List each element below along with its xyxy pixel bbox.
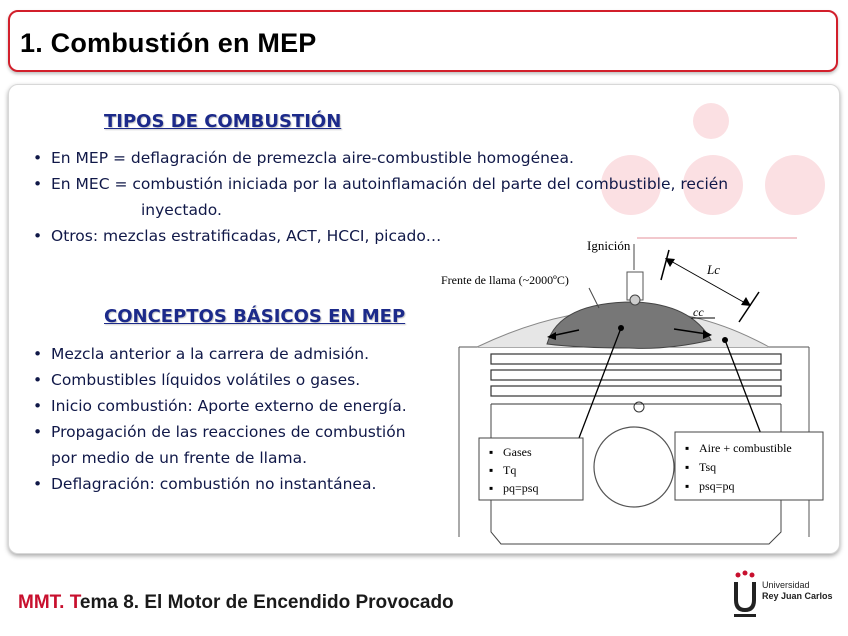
urjc-emblem-icon — [732, 570, 758, 620]
left-box-gases: Gases — [503, 445, 532, 459]
heading-tipos-combustion: TIPOS DE COMBUSTIÓN — [104, 111, 342, 132]
footer-course-title — [18, 592, 454, 614]
list-item: • En MEP = deflagración de premezcla aire-combustible homogénea. — [31, 145, 831, 171]
list-item: • Mezcla anterior a la carrera de admisión. — [31, 341, 451, 367]
right-box-psq: psq=pq — [699, 479, 735, 493]
lc-label: Lc — [707, 262, 720, 277]
slide-title: 1. Combustión en MEP — [20, 28, 317, 58]
list-item: • En MEC = combustión iniciada por la autoinflamación del parte del combustible, recién inyectado. — [31, 171, 831, 223]
decor-circle-small — [693, 103, 729, 139]
svg-text:▪: ▪ — [685, 441, 690, 455]
logo-line-1: Universidad — [762, 580, 810, 590]
list-item: • Inicio combustión: Aporte externo de energía. — [31, 393, 451, 419]
combustion-chamber-diagram — [429, 232, 829, 550]
list-item: • Deflagración: combustión no instantánea. — [31, 471, 451, 497]
left-box-bullet: ▪ — [489, 445, 494, 459]
svg-text:▪: ▪ — [685, 460, 690, 474]
list-item: • Propagación de las reacciones de combustión por medio de un frente de llama. — [31, 419, 451, 471]
svg-text:▪: ▪ — [685, 479, 690, 493]
right-box-air-fuel: Aire + combustible — [699, 441, 792, 455]
list-item: • Combustibles líquidos volátiles o gases. — [31, 367, 451, 393]
svg-text:▪: ▪ — [489, 481, 494, 495]
right-box-tsq: Tsq — [699, 460, 717, 474]
ignition-label: Ignición — [587, 238, 631, 253]
conceptos-list — [31, 341, 451, 497]
title-box — [8, 10, 838, 72]
list-item: • Otros: mezclas estratificadas, ACT, HCCI, picado… — [31, 223, 831, 249]
left-box-pq: pq=psq — [503, 481, 539, 495]
urjc-logo — [732, 570, 842, 626]
left-box-tq: Tq — [503, 463, 517, 477]
footer-prefix: MMT. T — [18, 592, 80, 613]
logo-line-2: Rey Juan Carlos — [762, 591, 833, 601]
footer-rest: ema 8. El Motor de Encendido Provocado — [79, 592, 454, 613]
flame-front-label: Frente de llama (~2000ºC) — [441, 273, 569, 287]
list-item-continuation: inyectado. — [141, 201, 222, 219]
heading-conceptos-basicos: CONCEPTOS BÁSICOS EN MEP — [104, 306, 406, 327]
svg-text:▪: ▪ — [489, 463, 494, 477]
content-panel — [8, 84, 840, 554]
cc-label: cc — [693, 305, 704, 319]
list-item-continuation: por medio de un frente de llama. — [51, 449, 308, 467]
